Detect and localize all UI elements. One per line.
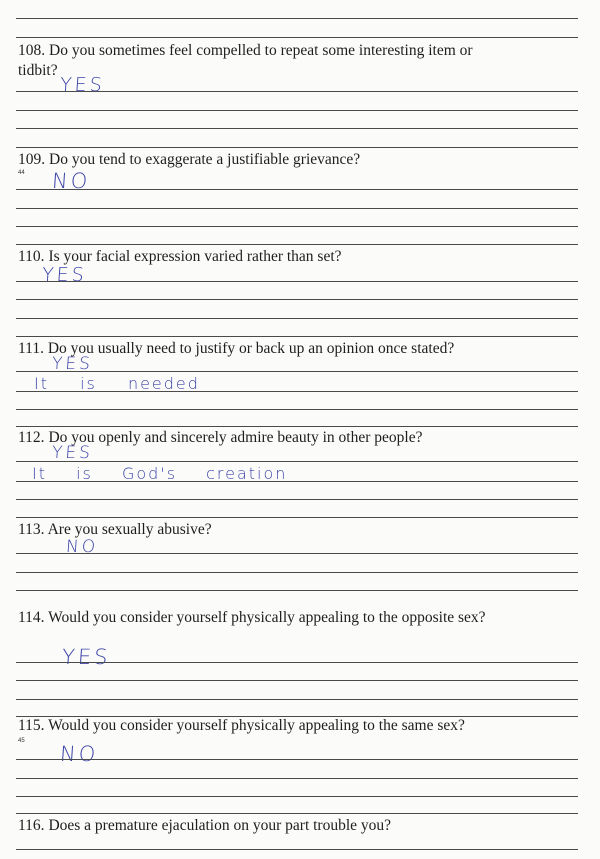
- answer-114: YES: [61, 645, 112, 669]
- answer-109: NO: [51, 169, 92, 193]
- question-number: 111.: [18, 340, 44, 357]
- answer-line: [16, 481, 578, 482]
- question-text: Do you sometimes feel compelled to repeat some interesting item or tidbit?: [18, 42, 473, 79]
- answer-line: [16, 226, 578, 227]
- question-text: Do you openly and sincerely admire beauty in other people?: [48, 429, 423, 446]
- answer-line: [16, 426, 578, 427]
- answer-line: [16, 336, 578, 337]
- note-111: It is needed: [34, 374, 200, 393]
- question-text: Would you consider yourself physically appealing to the opposite sex?: [48, 609, 486, 626]
- answer-115: NO: [59, 742, 100, 766]
- answer-line: [16, 553, 578, 554]
- answer-line: [16, 517, 578, 518]
- answer-line: [16, 281, 578, 282]
- answer-line: [16, 572, 578, 573]
- answer-line: [16, 128, 578, 129]
- answer-line: [16, 499, 578, 500]
- answer-line: [16, 796, 578, 797]
- question-number: 115.: [18, 717, 45, 734]
- answer-110: YES: [41, 264, 88, 286]
- answer-line: [16, 147, 578, 148]
- question-text: Is your facial expression varied rather than set?: [48, 248, 342, 265]
- answer-line: [16, 849, 578, 850]
- question-number: 116.: [18, 817, 45, 834]
- question-number: 108.: [18, 42, 46, 59]
- answer-line: [16, 371, 578, 372]
- question-116: [18, 816, 578, 836]
- question-text: Do you usually need to justify or back up an opinion once stated?: [47, 340, 455, 357]
- question-114: [18, 608, 488, 628]
- answer-line: [16, 680, 578, 681]
- answer-line: [16, 37, 578, 38]
- question-115: [18, 716, 578, 736]
- answer-line: [16, 18, 578, 19]
- question-113: [18, 520, 578, 540]
- question-number: 114.: [18, 609, 45, 626]
- answer-line: [16, 110, 578, 111]
- answer-112: YES: [51, 443, 94, 463]
- question-111: [18, 339, 578, 359]
- answer-111: YES: [51, 354, 94, 374]
- answer-113: NO: [65, 537, 99, 557]
- question-number: 109.: [18, 151, 46, 168]
- answer-line: [16, 778, 578, 779]
- question-number: 112.: [18, 429, 45, 446]
- question-number: 110.: [18, 248, 45, 265]
- answer-line: [16, 189, 578, 190]
- question-text: Do you tend to exaggerate a justifiable grievance?: [49, 151, 361, 168]
- note-112: It is God's creation: [32, 464, 288, 483]
- answer-line: [16, 244, 578, 245]
- answer-line: [16, 409, 578, 410]
- answer-line: [16, 813, 578, 814]
- question-112: [18, 428, 578, 448]
- answer-line: [16, 91, 578, 92]
- question-number: 113.: [18, 521, 45, 538]
- question-109: [18, 150, 578, 170]
- question-text: Are you sexually abusive?: [47, 521, 212, 538]
- question-text: Would you consider yourself physically appealing to the same sex?: [48, 717, 465, 734]
- answer-108: YES: [59, 74, 106, 96]
- question-110: [18, 247, 578, 267]
- page-number: 44: [18, 170, 25, 176]
- page-number: 45: [18, 738, 25, 744]
- answer-line: [16, 391, 578, 392]
- answer-line: [16, 208, 578, 209]
- answer-line: [16, 461, 578, 462]
- answer-line: [16, 699, 578, 700]
- answer-line: [16, 299, 578, 300]
- answer-line: [16, 662, 578, 663]
- answer-line: [16, 318, 578, 319]
- answer-line: [16, 590, 578, 591]
- question-text: Does a premature ejaculation on your part trouble you?: [48, 817, 392, 834]
- answer-line: [16, 759, 578, 760]
